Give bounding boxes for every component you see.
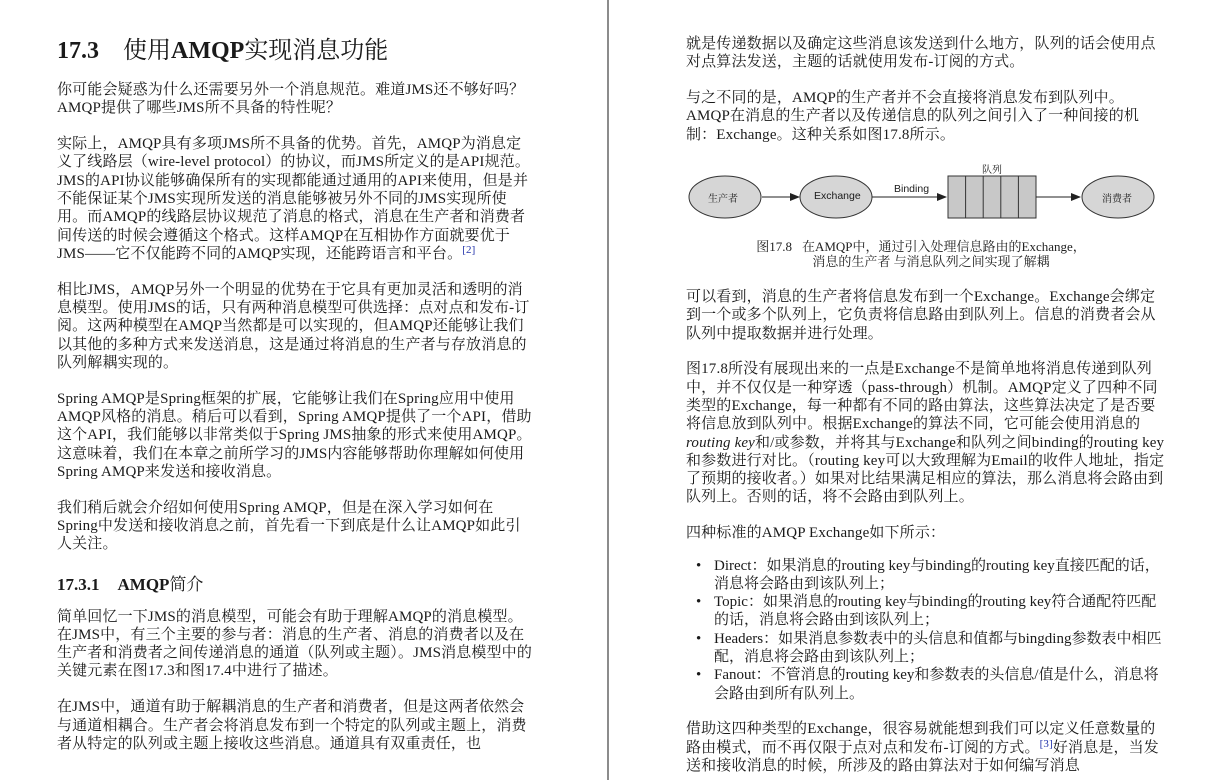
exchange-types-list bbox=[686, 557, 1166, 703]
page-divider bbox=[607, 0, 609, 780]
paragraph-amqp-difference: 与之不同的是，AMQP的生产者并不会直接将消息发布到队列中。AMQP在消息的生产者以及传递信息的队列之间引入了一种间接的机制：Exchange。这种关系如图17.8所示。 bbox=[686, 90, 1139, 143]
producer-label: 生产者 bbox=[708, 193, 738, 205]
paragraph-text: 实际上，AMQP具有多项JMS所不具备的优势。首先，AMQP为消息定义了线路层（wire-level protocol）的协议，而JMS所定义的是API规范。JMS的API协议能够确保所有的实现都能通过通用的API来使用，但是并不能保证某个JMS实现所发送的消息能够被另外不同的JMS实现所使用。而AMQP的线路层协议规范了消息的格式，消息在生产者和消费者间传送的时候会遵循这个格式。这样AMQP在互相协作方面就要优于JMS——它不仅能跨不同的AMQP实现，还能跨语言和平台。 bbox=[57, 136, 530, 262]
figure-caption bbox=[686, 239, 1156, 269]
paragraph-preview: 我们稍后就会介绍如何使用Spring AMQP，但是在深入学习如何在Spring中发送和接收消息之前，首先看一下到底是什么让AMQP如此引人关注。 bbox=[57, 499, 521, 553]
final-text-1: 借助这四种类型的Exchange，很容易就能想到我们可以定义任意数量的路由模式，而不再仅限于点对点和发布-订阅的方式。 bbox=[686, 721, 1156, 756]
paragraph-after-figure: 可以看到，消息的生产者将信息发布到一个Exchange。Exchange会绑定到一个或多个队列上，它负责将信息路由到队列上。信息的消费者会从队列中提取数据并进行处理。 bbox=[686, 288, 1156, 342]
paragraph-spring-amqp: Spring AMQP是Spring框架的扩展，它能够让我们在Spring应用中使用AMQP风格的消息。稍后可以看到，Spring AMQP提供了一个API，借助这个API，我们能够以非常类似于Spring JMS抽象的形式来使用AMQP。这意味着，我们在本章之前所学习的JMS内容能够帮助你理解如何使用Spring AMQP来发送和接收消息。 bbox=[57, 390, 532, 480]
subsection-heading bbox=[57, 574, 532, 596]
list-item-topic: • Topic：如果消息的routing key与binding的routing key符合通配符匹配的话，消息将会路由到该队列上； bbox=[714, 593, 1166, 630]
final-text-2: 好消息是，当发送和接收消息的时候，所涉及的路由算法对于如何编写消息 bbox=[686, 739, 1159, 775]
exchange-label: Exchange bbox=[814, 189, 861, 202]
paragraph-continued: 就是传递数据以及确定这些消息该发送到什么地方，队列的话会使用点对点算法发送，主题的话就使用发布-订阅的方式。 bbox=[686, 36, 1156, 71]
right-column bbox=[686, 35, 1166, 775]
heading-suffix: 实现消息功能 bbox=[244, 38, 389, 64]
caption-line-2: 消息的生产者 与消息队列之间实现了解耦 bbox=[812, 253, 1050, 269]
figure-number: 图17.8 bbox=[756, 238, 792, 254]
paragraph-jms-channel: 在JMS中，通道有助于解耦消息的生产者和消费者，但是这两者依然会与通道相耦合。生产者会将消息发布到一个特定的队列或主题上，消费者从特定的队列或主题上接收这些消息。通道具有双重责任，也 bbox=[57, 699, 527, 752]
routing-text-2: 和/或参数，并将其与Exchange和队列之间binding的routing key和参数进行对比。（routing key可以大致理解为Email的收件人地址，指定了预期的接收者。）如果对比结果满足相应的算法，那么消息将会路由到队列上。否则的话，将不会路由到队列上。 bbox=[686, 434, 1165, 506]
exchange-flow-diagram bbox=[686, 160, 1156, 240]
list-item-direct: • Direct：如果消息的routing key与binding的routing key直接匹配的话，消息将会路由到该队列上； bbox=[714, 557, 1166, 594]
list-item-fanout: • Fanout：不管消息的routing key和参数表的头信息/值是什么，消息将会路由到所有队列上。 bbox=[714, 666, 1166, 703]
routing-key-italic: routing key bbox=[686, 434, 755, 451]
footnote-link[interactable]: [3] bbox=[1039, 737, 1053, 750]
figure-exchange-diagram bbox=[686, 160, 1156, 280]
routing-text-1: 图17.8所没有展现出来的一点是Exchange不是简单地将消息传递到队列中，并不仅仅是一种穿透（pass-through）机制。AMQP定义了四种不同类型的Exchange，每一种都有不同的路由算法，这些算法决定了是否要将信息放到队列中。根据Exchange的算法不同，它可能会使用消息的 bbox=[686, 361, 1158, 433]
consumer-label: 消费者 bbox=[1102, 193, 1132, 205]
paragraph-advantages bbox=[57, 135, 532, 263]
heading-bold: AMQP bbox=[171, 38, 245, 64]
list-item-headers: • Headers：如果消息参数表中的头信息和值都与bingding参数表中相匹配，消息将会路由到该队列上； bbox=[714, 630, 1166, 667]
right-page bbox=[610, 0, 1229, 780]
caption-line-1: 在AMQP中，通过引入处理信息路由的Exchange， bbox=[801, 238, 1086, 254]
subsection-number: 17.3.1 bbox=[57, 574, 100, 594]
queue-node bbox=[948, 176, 1036, 218]
queue-label: 队列 bbox=[982, 164, 1002, 176]
subheading-suffix: 简介 bbox=[169, 574, 204, 594]
section-heading bbox=[57, 36, 532, 66]
footnote-link[interactable]: [2] bbox=[462, 243, 476, 256]
paragraph-intro: 你可能会疑惑为什么还需要另外一个消息规范。难道JMS还不够好吗？AMQP提供了哪些JMS所不具备的特性呢？ bbox=[57, 82, 525, 117]
subheading-bold: AMQP bbox=[117, 574, 170, 594]
list-intro: 四种标准的AMQP Exchange如下所示： bbox=[686, 525, 946, 542]
paragraph-final bbox=[686, 720, 1166, 775]
left-page bbox=[0, 0, 608, 780]
binding-label: Binding bbox=[894, 182, 930, 195]
heading-prefix: 使用 bbox=[123, 38, 171, 64]
left-column bbox=[57, 36, 532, 753]
paragraph-model: 相比JMS，AMQP另外一个明显的优势在于它具有更加灵活和透明的消息模型。使用JMS的话，只有两种消息模型可供选择：点对点和发布-订阅。这两种模型在AMQP当然都是可以实现的，但AMQP还能够让我们以其他的多种方式来发送消息，这是通过将消息的生产者与存放消息的队列解耦实现的。 bbox=[57, 281, 530, 371]
paragraph-routing bbox=[686, 360, 1166, 506]
section-number: 17.3 bbox=[57, 38, 99, 64]
paragraph-jms-model: 简单回忆一下JMS的消息模型，可能会有助于理解AMQP的消息模型。在JMS中，有三个主要的参与者：消息的生产者、消息的消费者以及在生产者和消费者之间传递消息的通道（队列或主题）。JMS消息模型中的关键元素在图17.3和图17.4中进行了描述。 bbox=[57, 608, 532, 680]
